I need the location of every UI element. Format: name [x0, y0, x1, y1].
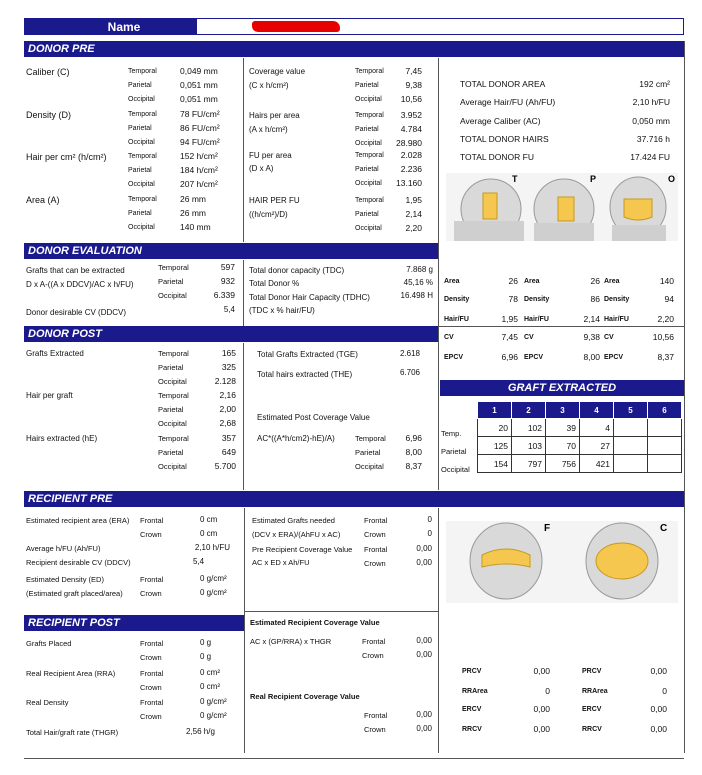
- graft-extracted-table: [477, 401, 682, 473]
- erc-crown: Crown: [362, 651, 384, 660]
- egn-formula: (DCV x ERA)/(AhFU x AC): [252, 530, 341, 539]
- hairs-per-area-label: Hairs per area: [249, 111, 300, 120]
- zone-label: Parietal: [355, 166, 379, 173]
- donor-pre-mid-value: 9,38: [405, 80, 422, 90]
- ed-formula: (Estimated graft placed/area): [26, 589, 123, 598]
- donor-pre-value: 94 FU/cm²: [180, 137, 220, 147]
- zone-label: Occipital: [128, 96, 155, 103]
- total-label: Average Hair/FU (Ah/FU): [460, 97, 556, 107]
- summary-value: 8,00: [583, 352, 600, 362]
- donor-post-value: 5.700: [214, 461, 236, 471]
- era-crown: Crown: [140, 530, 162, 539]
- epc-value: 8,00: [405, 447, 422, 457]
- rcv-label: ERCV: [462, 706, 482, 713]
- donor-pre-value: 0,049 mm: [180, 66, 218, 76]
- zone-label: Temporal: [128, 153, 157, 160]
- zone-label: Occipital: [355, 462, 384, 471]
- graft-cell[interactable]: [614, 437, 648, 455]
- hairs-per-area-formula: (A x h/cm²): [249, 125, 288, 134]
- hair-per-cm2-label: Hair per cm² (h/cm²): [26, 152, 107, 162]
- ed-label: Estimated Density (ED): [26, 575, 104, 584]
- zone-label: Parietal: [128, 82, 152, 89]
- graft-cell[interactable]: 421: [580, 455, 614, 473]
- tdc2-label: (TDC x % hair/FU): [249, 306, 315, 315]
- donor-pre-header: DONOR PRE: [24, 41, 684, 57]
- summary-value: 1,95: [501, 314, 518, 324]
- fu-per-area-formula: (D x A): [249, 164, 274, 173]
- summary-label: EPCV: [524, 354, 544, 361]
- graft-cell[interactable]: 27: [580, 437, 614, 455]
- summary-label: Hair/FU: [604, 316, 629, 323]
- rcv-label: RRArea: [582, 688, 608, 695]
- zone-label: Temporal: [128, 196, 157, 203]
- grafts-extracted-label: Grafts Extracted: [26, 349, 84, 358]
- zone-label: Parietal: [158, 448, 184, 457]
- donor-pre-value: 86 FU/cm²: [180, 123, 220, 133]
- rcv-label: RRCV: [462, 726, 482, 733]
- redacted-name: [252, 21, 340, 32]
- zone-label: Parietal: [158, 363, 184, 372]
- ddcv-label: Donor desirable CV (DDCV): [26, 308, 127, 317]
- tdc-label: Total donor capacity (TDC): [249, 266, 345, 275]
- prc-frontal-value: 0,00: [416, 544, 432, 553]
- donor-pre-value: 152 h/cm²: [180, 151, 218, 161]
- summary-value: 2,14: [583, 314, 600, 324]
- graft-cell[interactable]: 756: [546, 455, 580, 473]
- summary-value: 26: [508, 276, 518, 286]
- graft-row-label: Temp.: [441, 429, 462, 438]
- egn-crown-value: 0: [427, 529, 432, 538]
- rcv-label: PRCV: [462, 668, 482, 675]
- tge-label: Total Grafts Extracted (TGE): [257, 350, 358, 359]
- summary-label: Area: [524, 278, 540, 285]
- the-label: Total hairs extracted (THE): [257, 370, 353, 379]
- tdc-value: 7.868 g: [406, 265, 433, 274]
- grafts-extractable-label: Grafts that can be extracted: [26, 266, 125, 275]
- ahfu-label: Average h/FU (Ah/FU): [26, 544, 101, 553]
- donor-pre-value: 78 FU/cm²: [180, 109, 220, 119]
- tge-value: 2.618: [399, 349, 420, 358]
- summary-label: Density: [444, 296, 470, 303]
- summary-label: EPCV: [604, 354, 624, 361]
- area-label: Area (A): [26, 195, 60, 205]
- summary-label: Density: [524, 296, 550, 303]
- rcv-value: 0: [662, 686, 667, 696]
- summary-label: Density: [604, 296, 630, 303]
- rcv-value: 0,00: [650, 666, 667, 676]
- prc-crown: Crown: [364, 559, 386, 568]
- zone-label: Parietal: [355, 126, 379, 133]
- frontal-label: Frontal: [140, 669, 164, 678]
- prc-formula: AC x ED x Ah/FU: [252, 558, 310, 567]
- graft-col-header: 5: [614, 402, 648, 419]
- summary-label: CV: [444, 334, 454, 341]
- total-label: TOTAL DONOR FU: [460, 152, 534, 162]
- summary-value: 7,45: [501, 332, 518, 342]
- summary-value: 9,38: [583, 332, 600, 342]
- donor-post-value: 2,68: [219, 418, 236, 428]
- zone-label: Temporal: [355, 152, 384, 159]
- total-label: TOTAL DONOR HAIRS: [460, 134, 549, 144]
- ahfu-value: 2,10 h/FU: [194, 543, 230, 552]
- rrc-crown: Crown: [364, 725, 386, 734]
- crown-label: Crown: [140, 653, 162, 662]
- zone-label: Occipital: [128, 224, 155, 231]
- zone-label: Temporal: [128, 68, 157, 75]
- zone-label: Occipital: [355, 180, 382, 187]
- svg-text:T: T: [512, 174, 518, 184]
- summary-label: Hair/FU: [524, 316, 549, 323]
- recipient-post-value: 0 cm²: [200, 668, 220, 677]
- total-value: 192 cm²: [639, 79, 670, 89]
- rrc-label: Real Recipient Coverage Value: [250, 692, 360, 701]
- donor-pre-mid-value: 2,14: [405, 209, 422, 219]
- donor-head-diagrams: [446, 173, 678, 241]
- prc-crown-value: 0,00: [416, 558, 432, 567]
- recipient-head-diagrams: [446, 521, 678, 603]
- rcv-label: RRCV: [582, 726, 602, 733]
- egn-label: Estimated Grafts needed: [252, 516, 335, 525]
- total-label: Average Caliber (AC): [460, 116, 541, 126]
- recipient-post-value: 0 g: [200, 638, 212, 647]
- zone-label: Occipital: [128, 181, 155, 188]
- donor-pre-value: 140 mm: [180, 222, 211, 232]
- grafts-extractable-value: 597: [220, 262, 235, 272]
- donor-pre-mid-value: 10,56: [400, 94, 422, 104]
- egn-frontal-value: 0: [427, 515, 432, 524]
- thgr-value: 2,56 h/g: [186, 727, 215, 736]
- summary-label: EPCV: [444, 354, 464, 361]
- graft-cell[interactable]: [648, 419, 682, 437]
- frontal-label: Frontal: [140, 698, 164, 707]
- donor-post-value: 649: [221, 447, 236, 457]
- donor-post-header: DONOR POST: [24, 326, 438, 342]
- rcv-label: ERCV: [582, 706, 602, 713]
- zone-label: Temporal: [158, 349, 189, 358]
- graft-col-header: 6: [648, 402, 682, 419]
- era-label: Estimated recipient area (ERA): [26, 516, 130, 525]
- donor-pre-mid-value: 2.236: [400, 164, 422, 174]
- summary-value: 78: [508, 294, 518, 304]
- graft-col-header: 4: [580, 402, 614, 419]
- ddcv-value: 5,4: [223, 305, 235, 314]
- hair-per-graft-label: Hair per graft: [26, 391, 73, 400]
- summary-label: CV: [604, 334, 614, 341]
- summary-label: Hair/FU: [444, 316, 469, 323]
- donor-pre-mid-value: 28.980: [396, 138, 422, 148]
- donor-post-value: 2.128: [214, 376, 236, 386]
- thgr-label: Total Hair/graft rate (THGR): [26, 728, 119, 737]
- zone-label: Parietal: [158, 405, 184, 414]
- graft-col-header: 1: [478, 402, 512, 419]
- summary-value: 26: [590, 276, 600, 286]
- donor-post-value: 357: [221, 433, 236, 443]
- donor-evaluation-header: DONOR EVALUATION: [24, 243, 438, 259]
- graft-cell[interactable]: [648, 455, 682, 473]
- erc-label: Estimated Recipient Coverage Value: [250, 618, 380, 627]
- graft-cell[interactable]: 154: [478, 455, 512, 473]
- zone-label: Occipital: [158, 419, 187, 428]
- rcv-label: PRCV: [582, 668, 602, 675]
- head-frontal-icon: [470, 523, 542, 599]
- rcv-value: 0,00: [533, 724, 550, 734]
- rcv-value: 0,00: [533, 704, 550, 714]
- head-occipital-icon: [610, 177, 666, 241]
- donor-pre-value: 184 h/cm²: [180, 165, 218, 175]
- donor-post-value: 165: [221, 348, 236, 358]
- era-frontal-value: 0 cm: [200, 515, 218, 524]
- donor-pre-mid-value: 1,95: [405, 195, 422, 205]
- graft-cell[interactable]: 125: [478, 437, 512, 455]
- graft-cell[interactable]: 39: [546, 419, 580, 437]
- egn-crown: Crown: [364, 530, 386, 539]
- ed-frontal: Frontal: [140, 575, 164, 584]
- total-value: 2,10 h/FU: [632, 97, 670, 107]
- rcv-value: 0,00: [533, 666, 550, 676]
- the-value: 6.706: [399, 368, 420, 377]
- graft-cell[interactable]: [614, 455, 648, 473]
- grafts-extractable-formula: D x A-((A x DDCV)/AC x h/FU): [26, 280, 134, 289]
- rrc-frontal-value: 0,00: [416, 710, 432, 719]
- rcv-value: 0,00: [650, 704, 667, 714]
- zone-label: Temporal: [355, 434, 386, 443]
- ed-crown: Crown: [140, 589, 162, 598]
- density-label: Density (D): [26, 110, 72, 120]
- erc-formula: AC x (GP/RRA) x THGR: [250, 637, 332, 646]
- summary-value: 6,96: [501, 352, 518, 362]
- zone-label: Parietal: [355, 448, 381, 457]
- tdhc-value: 16.498 H: [400, 291, 433, 300]
- hair-per-fu-formula: ((h/cm²)/D): [249, 210, 288, 219]
- recipient-post-value: 0 g: [200, 652, 212, 661]
- zone-label: Occipital: [355, 96, 382, 103]
- zone-label: Parietal: [128, 210, 152, 217]
- rcv-value: 0,00: [650, 724, 667, 734]
- graft-col-header: 3: [546, 402, 580, 419]
- donor-pre-value: 207 h/cm²: [180, 179, 218, 189]
- zone-label: Temporal: [355, 197, 384, 204]
- grafts-extractable-value: 6.339: [213, 290, 235, 300]
- zone-label: Temporal: [355, 68, 384, 75]
- erc-crown-value: 0,00: [416, 650, 432, 659]
- prc-frontal: Frontal: [364, 545, 388, 554]
- graft-cell[interactable]: 102: [512, 419, 546, 437]
- zone-label: Temporal: [355, 112, 384, 119]
- tdhc-label: Total Donor Hair Capacity (TDHC): [249, 293, 370, 302]
- epc-value: 6,96: [405, 433, 422, 443]
- donor-pre-mid-value: 4.784: [400, 124, 422, 134]
- svg-text:P: P: [590, 174, 597, 184]
- donor-pre-mid-value: 3.952: [400, 110, 422, 120]
- total-value: 17.424 FU: [630, 152, 670, 162]
- donor-post-value: 2,16: [219, 390, 236, 400]
- rrc-crown-value: 0,00: [416, 724, 432, 733]
- head-parietal-icon: [534, 179, 594, 241]
- zone-label: Parietal: [355, 82, 379, 89]
- graft-cell[interactable]: 70: [546, 437, 580, 455]
- rdcv-value: 5,4: [193, 557, 205, 566]
- head-crown-icon: [586, 523, 658, 599]
- hairs-extracted-label: Hairs extracted (hE): [26, 434, 98, 443]
- donor-pre-value: 0,051 mm: [180, 94, 218, 104]
- graft-row-label: Occipital: [441, 465, 470, 474]
- coverage-formula: (C x h/cm²): [249, 81, 289, 90]
- era-crown-value: 0 cm: [200, 529, 218, 538]
- rrc-frontal: Frontal: [364, 711, 388, 720]
- hair-per-fu-label: HAIR PER FU: [249, 196, 300, 205]
- svg-text:O: O: [668, 174, 676, 184]
- era-frontal: Frontal: [140, 516, 164, 525]
- epc-label: Estimated Post Coverage Value: [257, 413, 370, 422]
- donor-post-value: 2,00: [219, 404, 236, 414]
- zone-label: Parietal: [355, 211, 379, 218]
- rcv-value: 0: [545, 686, 550, 696]
- svg-text:C: C: [660, 523, 668, 534]
- epc-formula: AC*((A*h/cm2)-hE)/A): [257, 434, 335, 443]
- summary-value: 140: [659, 276, 674, 286]
- recipient-post-value: 0 g/cm²: [200, 697, 227, 706]
- total-label: TOTAL DONOR AREA: [460, 79, 546, 89]
- gp-label: Grafts Placed: [26, 639, 72, 648]
- ed-crown-value: 0 g/cm²: [200, 588, 227, 597]
- coverage-label: Coverage value: [249, 67, 306, 76]
- egn-frontal: Frontal: [364, 516, 388, 525]
- total-value: 0,050 mm: [632, 116, 670, 126]
- summary-value: 8,37: [657, 352, 674, 362]
- zone-label: Occipital: [128, 139, 155, 146]
- zone-label: Temporal: [158, 391, 189, 400]
- donor-pre-mid-value: 2.028: [400, 150, 422, 160]
- donor-pre-mid-value: 13.160: [396, 178, 422, 188]
- crown-label: Crown: [140, 683, 162, 692]
- summary-value: 2,20: [657, 314, 674, 324]
- crown-label: Crown: [140, 712, 162, 721]
- rd-label: Real Density: [26, 698, 69, 707]
- summary-value: 94: [664, 294, 674, 304]
- graft-col-header: 2: [512, 402, 546, 419]
- zone-label: Temporal: [158, 434, 189, 443]
- summary-label: Area: [604, 278, 620, 285]
- graft-cell[interactable]: 797: [512, 455, 546, 473]
- caliber-label: Caliber (C): [26, 67, 70, 77]
- summary-label: Area: [444, 278, 460, 285]
- donor-post-value: 325: [221, 362, 236, 372]
- recipient-post-header: RECIPIENT POST: [24, 615, 244, 631]
- svg-text:F: F: [544, 523, 551, 534]
- summary-value: 10,56: [652, 332, 674, 342]
- graft-extracted-header: GRAFT EXTRACTED: [440, 380, 684, 396]
- graft-cell[interactable]: [614, 419, 648, 437]
- erc-frontal: Frontal: [362, 637, 386, 646]
- zone-label: Temporal: [158, 263, 189, 272]
- rra-label: Real Recipient Area (RRA): [26, 669, 116, 678]
- prc-label: Pre Recipient Coverage Value: [252, 545, 353, 554]
- donor-pre-value: 26 mm: [180, 208, 206, 218]
- name-label: Name: [107, 20, 141, 34]
- donor-pre-value: 0,051 mm: [180, 80, 218, 90]
- donor-pre-mid-value: 7,45: [405, 66, 422, 76]
- graft-cell[interactable]: 103: [512, 437, 546, 455]
- td-label: Total Donor %: [249, 279, 300, 288]
- zone-label: Occipital: [158, 377, 187, 386]
- zone-label: Parietal: [128, 167, 152, 174]
- recipient-post-value: 0 g/cm²: [200, 711, 227, 720]
- donor-pre-value: 26 mm: [180, 194, 206, 204]
- summary-value: 86: [590, 294, 600, 304]
- zone-label: Occipital: [355, 225, 382, 232]
- graft-row-label: Parietal: [441, 447, 467, 456]
- zone-label: Parietal: [128, 125, 152, 132]
- erc-frontal-value: 0,00: [416, 636, 432, 645]
- rcv-label: RRArea: [462, 688, 488, 695]
- fu-per-area-label: FU per area: [249, 151, 292, 160]
- graft-cell[interactable]: 4: [580, 419, 614, 437]
- recipient-post-value: 0 cm²: [200, 682, 220, 691]
- graft-cell[interactable]: 20: [478, 419, 512, 437]
- ed-frontal-value: 0 g/cm²: [200, 574, 227, 583]
- zone-label: Occipital: [158, 291, 187, 300]
- rdcv-label: Recipient desirable CV (DDCV): [26, 558, 131, 567]
- zone-label: Temporal: [128, 111, 157, 118]
- frontal-label: Frontal: [140, 639, 164, 648]
- epc-value: 8,37: [405, 461, 422, 471]
- recipient-pre-header: RECIPIENT PRE: [24, 491, 684, 507]
- head-temporal-icon: [454, 179, 524, 241]
- graft-cell[interactable]: [648, 437, 682, 455]
- zone-label: Occipital: [158, 462, 187, 471]
- zone-label: Parietal: [158, 277, 184, 286]
- zone-label: Occipital: [355, 140, 382, 147]
- summary-label: CV: [524, 334, 534, 341]
- grafts-extractable-value: 932: [220, 276, 235, 286]
- donor-pre-mid-value: 2,20: [405, 223, 422, 233]
- td-value: 45,16 %: [403, 278, 433, 287]
- total-value: 37.716 h: [636, 134, 670, 144]
